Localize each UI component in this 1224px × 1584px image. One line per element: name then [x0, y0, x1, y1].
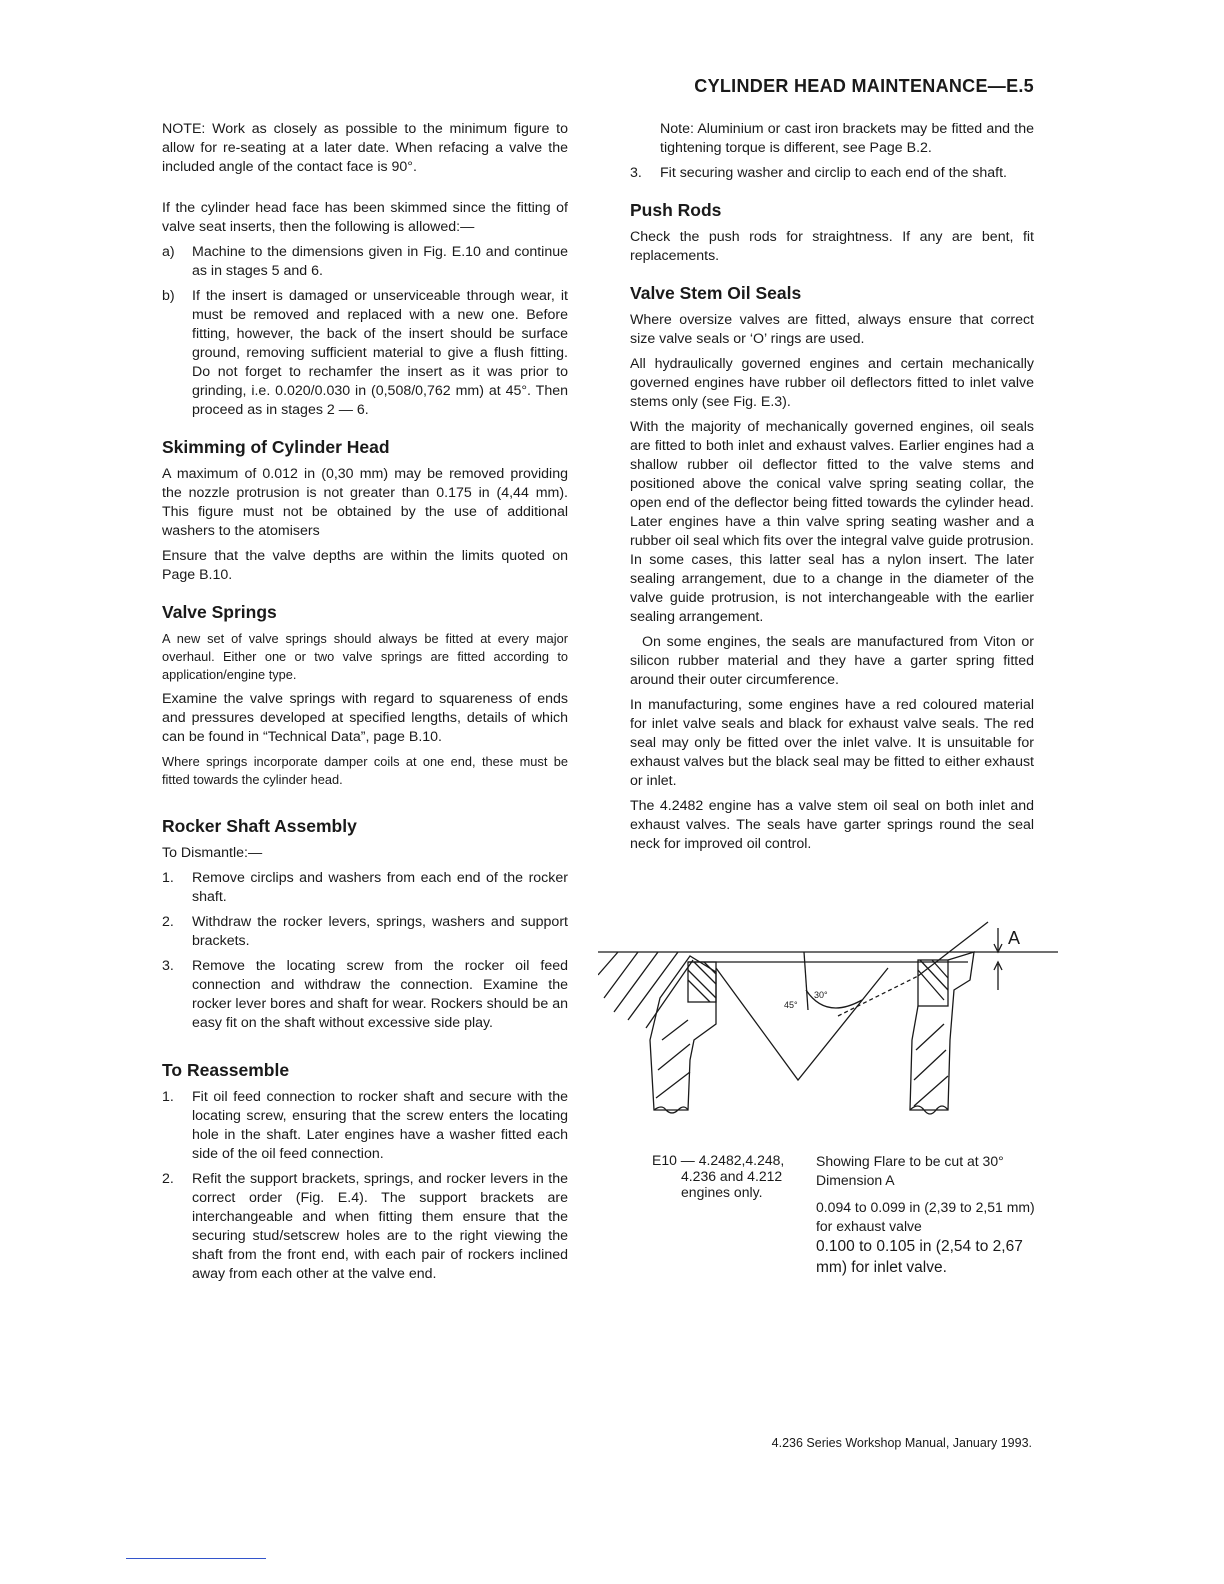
seals-paragraph: The 4.2482 engine has a valve stem oil seal on both inlet and exhaust valves. The seals have garter springs round the seal neck for improved oil control. [630, 798, 1034, 852]
list-item [162, 243, 568, 281]
flare-line [838, 976, 918, 1016]
bracket-note: Note: Aluminium or cast iron brackets may be fitted and the tightening torque is different, see Page B.2. [660, 121, 1034, 156]
left-insert-hatch [688, 962, 716, 1002]
dimension-label-a: A [1008, 928, 1021, 948]
caption-line: Dimension A [816, 1172, 895, 1188]
skimming-paragraph: A maximum of 0.012 in (0,30 mm) may be removed providing the nozzle protrusion is not greater than 0.175 in (4,44 mm). This figure must not be obtained by the use of additional washers to the atomisers [162, 466, 568, 539]
seals-paragraph: All hydraulically governed engines and certain mechanically governed engines have rubber oil deflectors fitted to inlet valve stems only (see Fig. E.3). [630, 356, 1034, 410]
springs-paragraph: A new set of valve springs should always be fitted at every major overhaul. Either one or two valve springs are fitted according to application/engine type. [162, 631, 568, 682]
right-column [630, 120, 1034, 860]
flare-extension [918, 922, 988, 976]
valve-seat-diagram [598, 920, 1058, 1120]
dismantle-list [162, 869, 568, 1033]
reassemble-list-continued [630, 164, 1034, 183]
list-marker: b) [162, 288, 175, 304]
caption-inlet-dimension: 0.100 to 0.105 in (2,54 to 2,67 mm) for inlet valve. [816, 1238, 1023, 1276]
list-text: Remove circlips and washers from each end of the rocker shaft. [192, 870, 568, 905]
push-rods-heading: Push Rods [630, 200, 722, 220]
list-marker: 2. [162, 914, 174, 930]
list-text: Remove the locating screw from the rocker oil feed connection and withdraw the connection. Examine the rocker lever bores and shaft for wear. Rockers should be an easy fit on the shaft without excessive side play. [192, 958, 568, 1031]
list-marker: 3. [162, 958, 174, 974]
list-item [162, 1170, 568, 1284]
skim-intro: If the cylinder head face has been skimmed since the fitting of valve seat inserts, then the following is allowed:— [162, 200, 568, 235]
list-marker: 1. [162, 1089, 174, 1105]
left-head-section [650, 956, 716, 1110]
list-marker: 2. [162, 1171, 174, 1187]
caption-line: Showing Flare to be cut at 30° [816, 1153, 1004, 1169]
springs-paragraph: Examine the valve springs with regard to squareness of ends and pressures developed at specified lengths, details of which can be found in “Technical Data”, page B.10. [162, 691, 568, 745]
bottom-rule [126, 1558, 266, 1559]
list-item [630, 164, 1034, 183]
left-seat-insert [688, 962, 716, 1002]
springs-paragraph: Where springs incorporate damper coils at one end, these must be fitted towards the cylinder head. [162, 754, 568, 787]
skimming-paragraph: Ensure that the valve depths are within the limits quoted on Page B.10. [162, 548, 568, 583]
right-insert-hatch [918, 960, 948, 1000]
right-head-section [910, 952, 974, 1110]
list-text: If the insert is damaged or unserviceable through wear, it must be removed and replaced with a new one. Before fitting, however, the back of the insert should be surface ground, removing sufficient material to give a flush fitting. Do not forget to rechamfer the insert as it was prior to grinding, i.e. 0.020/0.030 in (0,508/0,762 mm) at 45°. Then proceed as in stages 2 — 6. [192, 288, 568, 418]
left-hatch [598, 952, 693, 1028]
caption-line: 4.236 and 4.212 [681, 1168, 783, 1184]
left-section-hatch [656, 1020, 690, 1098]
list-text: Fit securing washer and circlip to each end of the shaft. [660, 165, 1007, 181]
valve-springs-heading: Valve Springs [162, 602, 277, 622]
left-column [162, 120, 568, 1290]
list-item [162, 913, 568, 951]
reassemble-list [162, 1088, 568, 1284]
right-section-hatch [914, 1024, 948, 1106]
seals-paragraph: Where oversize valves are fitted, always ensure that correct size valve seals or ‘O’ rings are used. [630, 312, 1034, 347]
page-header: CYLINDER HEAD MAINTENANCE—E.5 [694, 76, 1034, 96]
list-item [162, 957, 568, 1033]
list-marker: 3. [630, 165, 642, 181]
list-marker: a) [162, 244, 175, 260]
skimming-heading: Skimming of Cylinder Head [162, 437, 390, 457]
list-text: Machine to the dimensions given in Fig. E.10 and continue as in stages 5 and 6. [192, 244, 568, 279]
angle-leader [804, 952, 808, 1010]
rocker-shaft-heading: Rocker Shaft Assembly [162, 816, 357, 836]
caption-line: engines only. [681, 1184, 763, 1200]
seals-paragraph: In manufacturing, some engines have a red coloured material for inlet valve seals and black for exhaust valve seals. The red seal may only be fitted over the inlet valve. It is unsuitable for exhaust valves but the black seal may be fitted to either exhaust or inlet. [630, 697, 1034, 789]
push-rods-paragraph: Check the push rods for straightness. If any are bent, fit replacements. [630, 229, 1034, 264]
figure-caption-right [816, 1152, 1036, 1278]
list-text: Fit oil feed connection to rocker shaft and secure with the locating screw, ensuring that the screw enters the locating hole in the shaft. Later engines have a washer fitted each side of the oil feed connection. [192, 1089, 568, 1162]
dismantle-intro: To Dismantle:— [162, 845, 263, 861]
figure-caption-left [652, 1152, 802, 1200]
angle-label-30: 30° [814, 990, 828, 1000]
list-item [162, 287, 568, 420]
refacing-note: NOTE: Work as closely as possible to the minimum figure to allow for re-seating at a later date. When refacing a valve the included angle of the contact face is 90°. [162, 121, 568, 175]
list-item [162, 869, 568, 907]
page-footer: 4.236 Series Workshop Manual, January 1993. [771, 1436, 1032, 1450]
valve-stem-seals-heading: Valve Stem Oil Seals [630, 283, 802, 303]
list-marker: 1. [162, 870, 174, 886]
valve-face [716, 968, 888, 1080]
list-text: Withdraw the rocker levers, springs, washers and support brackets. [192, 914, 568, 949]
reassemble-heading: To Reassemble [162, 1060, 290, 1080]
caption-exhaust-dimension: 0.094 to 0.099 in (2,39 to 2,51 mm) for exhaust valve [816, 1199, 1035, 1234]
angle-label-45: 45° [784, 1000, 798, 1010]
list-item [162, 1088, 568, 1164]
list-text: Refit the support brackets, springs, and rocker levers in the correct order (Fig. E.4). The support brackets are interchangeable and when fitting them ensure that the securing stud/setscrew holes are to the right viewing the shaft from the front end, with each pair of rockers inclined away from each other at the valve end. [192, 1171, 568, 1282]
seals-paragraph: On some engines, the seals are manufactured from Viton or silicon rubber material and they have a garter spring fitted around their outer circumference. [630, 634, 1034, 688]
caption-line: E10 — 4.2482,4.248, [652, 1152, 785, 1168]
seals-paragraph: With the majority of mechanically governed engines, oil seals are fitted to both inlet and exhaust valves. Earlier engines had a shallow rubber oil deflector fitted to the valve stems and positioned above the conical valve spring seating collar, the open end of the deflector being fitted towards the cylinder head. Later engines have a thin valve spring seating washer and a rubber oil seal which fits over the integral valve guide protrusion. In some cases, this latter seal has a nylon insert. The later sealing arrangement, due to a change in the diameter of the valve guide protrusion, is not interchangeable with the earlier sealing arrangement. [630, 419, 1034, 625]
skim-list [162, 243, 568, 420]
